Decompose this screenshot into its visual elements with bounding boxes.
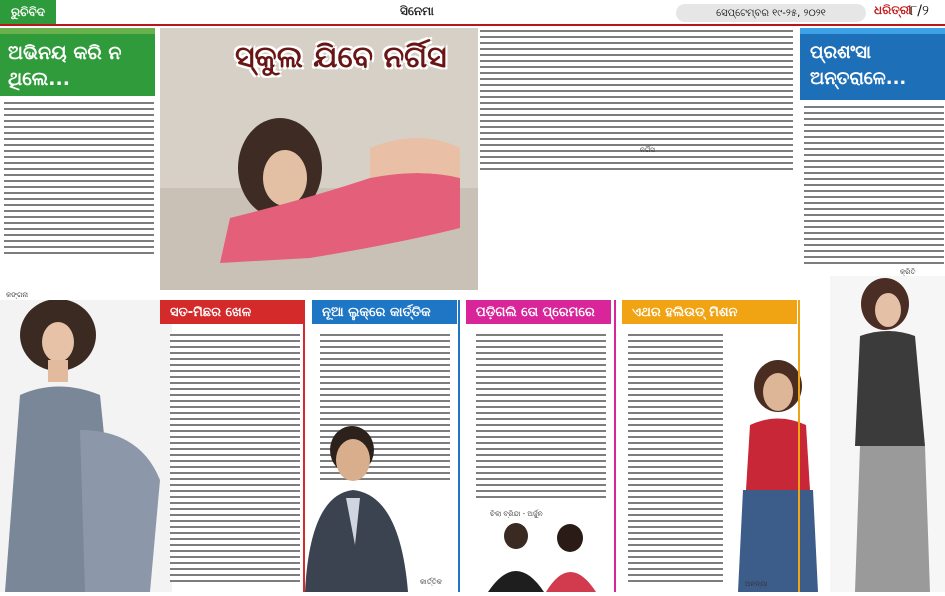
couple-photo xyxy=(478,520,608,592)
kriti-photo xyxy=(830,276,945,592)
right-heading-box xyxy=(800,28,945,100)
article-4-text xyxy=(628,332,723,582)
right-caption: କ୍ରିତି xyxy=(900,268,916,276)
article-4-caption: ଅନନ୍ୟା xyxy=(745,580,768,588)
article-2-heading: ନୂଆ ଲୁକ୍‌ରେ କାର୍ତ୍ତିକ xyxy=(312,300,457,324)
kartik-photo xyxy=(300,420,410,592)
page-number: ୮/୨ xyxy=(910,3,929,19)
brand-logo: ରୁଚିବିଦ xyxy=(0,0,56,24)
newspaper-mark: ଧରିତ୍ରୀ xyxy=(874,3,912,17)
ananya-photo xyxy=(728,350,824,592)
hero-title: ସ୍କୁଲ ଯିବେ ନର୍ଗିସ xyxy=(235,40,447,75)
article-4-heading: ଏଥର ହଲିଉଡ୍‌ ମିଶନ xyxy=(622,300,797,324)
article-1-heading: ସତ-ମିଛର ଖେଳ xyxy=(160,300,305,324)
left-article-text xyxy=(4,100,154,258)
article-3-text xyxy=(476,332,606,502)
hero-article-text xyxy=(480,28,793,173)
article-1-text xyxy=(170,332,300,582)
left-byline: କଙ୍ଗନା xyxy=(6,291,28,299)
left-heading-box xyxy=(0,28,155,96)
article-3-heading: ପଡ଼ିଗଲି ତୋ ପ୍ରେମରେ xyxy=(466,300,611,324)
article-2-caption: କାର୍ତ୍ତିକ xyxy=(420,578,442,586)
hero-caption: ନର୍ଗିସ xyxy=(640,146,655,154)
article-4-divider xyxy=(798,300,800,592)
date-label: ସେପ୍ଟେମ୍ବର ୧୯-୨୫, ୨୦୨୧ xyxy=(676,4,866,22)
kangana-photo xyxy=(0,300,172,592)
left-heading: ଅଭିନୟ କରି ନ ଥିଲେ... xyxy=(8,42,122,90)
article-3-caption: ଚିଲା ବ୍ରିନ୍ଦା - ଅର୍ଜୁନ xyxy=(490,510,543,518)
right-heading: ପ୍ରଶଂସା ଅନ୍ତରାଳେ... xyxy=(810,42,907,89)
article-3-divider xyxy=(614,300,616,592)
right-article-text xyxy=(804,104,944,264)
article-2-divider xyxy=(458,300,460,592)
section-title: ସିନେମା xyxy=(400,4,434,18)
